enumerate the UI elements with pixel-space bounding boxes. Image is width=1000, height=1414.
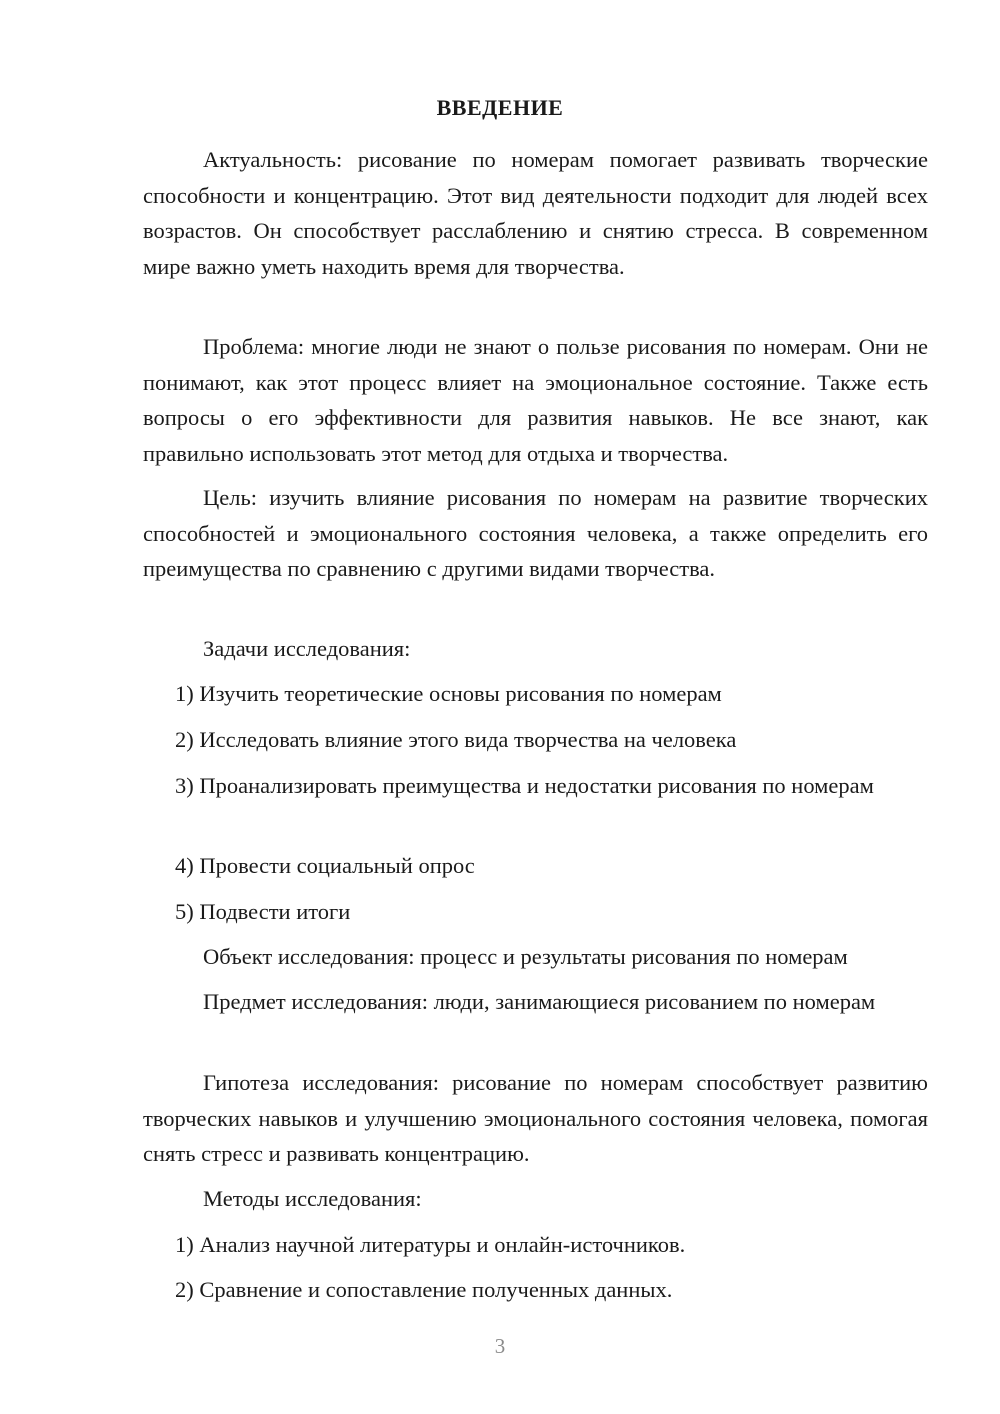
object-paragraph: Объект исследования: процесс и результаты рисования по номерам [203, 944, 848, 969]
task-item: 2) Исследовать влияние этого вида творчества на человека [175, 727, 737, 752]
hypothesis-paragraph: Гипотеза исследования: рисование по номерам способствует развитию творческих навыков и улучшению эмоционального состояния человека, помогая снять стресс и развивать концентрацию. [143, 1070, 928, 1166]
task-item: 4) Провести социальный опрос [175, 853, 475, 878]
task-item: 5) Подвести итоги [175, 899, 351, 924]
methods-heading: Методы исследования: [203, 1186, 422, 1211]
subject-paragraph: Предмет исследования: люди, занимающиеся рисованием по номерам [203, 989, 876, 1014]
tasks-heading: Задачи исследования: [203, 636, 411, 661]
problem-paragraph: Проблема: многие люди не знают о пользе рисования по номерам. Они не понимают, как этот процесс влияет на эмоциональное состояние. Также есть вопросы о его эффективности для развития навыков. Не все знают, как правильно использовать этот метод для отдыха и творчества. [143, 334, 928, 466]
goal-paragraph: Цель: изучить влияние рисования по номерам на развитие творческих способностей и эмоционального состояния человека, а также определить его преимущества по сравнению с другими видами творчества. [143, 485, 928, 581]
method-item: 2) Сравнение и сопоставление полученных данных. [175, 1277, 673, 1302]
task-item: 3) Проанализировать преимущества и недостатки рисования по номерам [175, 773, 874, 798]
method-item: 1) Анализ научной литературы и онлайн-источников. [175, 1232, 686, 1257]
page-title: ВВЕДЕНИЕ [436, 95, 564, 120]
page-number: 3 [494, 1334, 506, 1358]
relevance-paragraph: Актуальность: рисование по номерам помогает развивать творческие способности и концентрацию. Этот вид деятельности подходит для людей всех возрастов. Он способствует расслаблению и снятию стресса. В современном мире важно уметь находить время для творчества. [143, 147, 928, 279]
task-item: 1) Изучить теоретические основы рисования по номерам [175, 681, 722, 706]
